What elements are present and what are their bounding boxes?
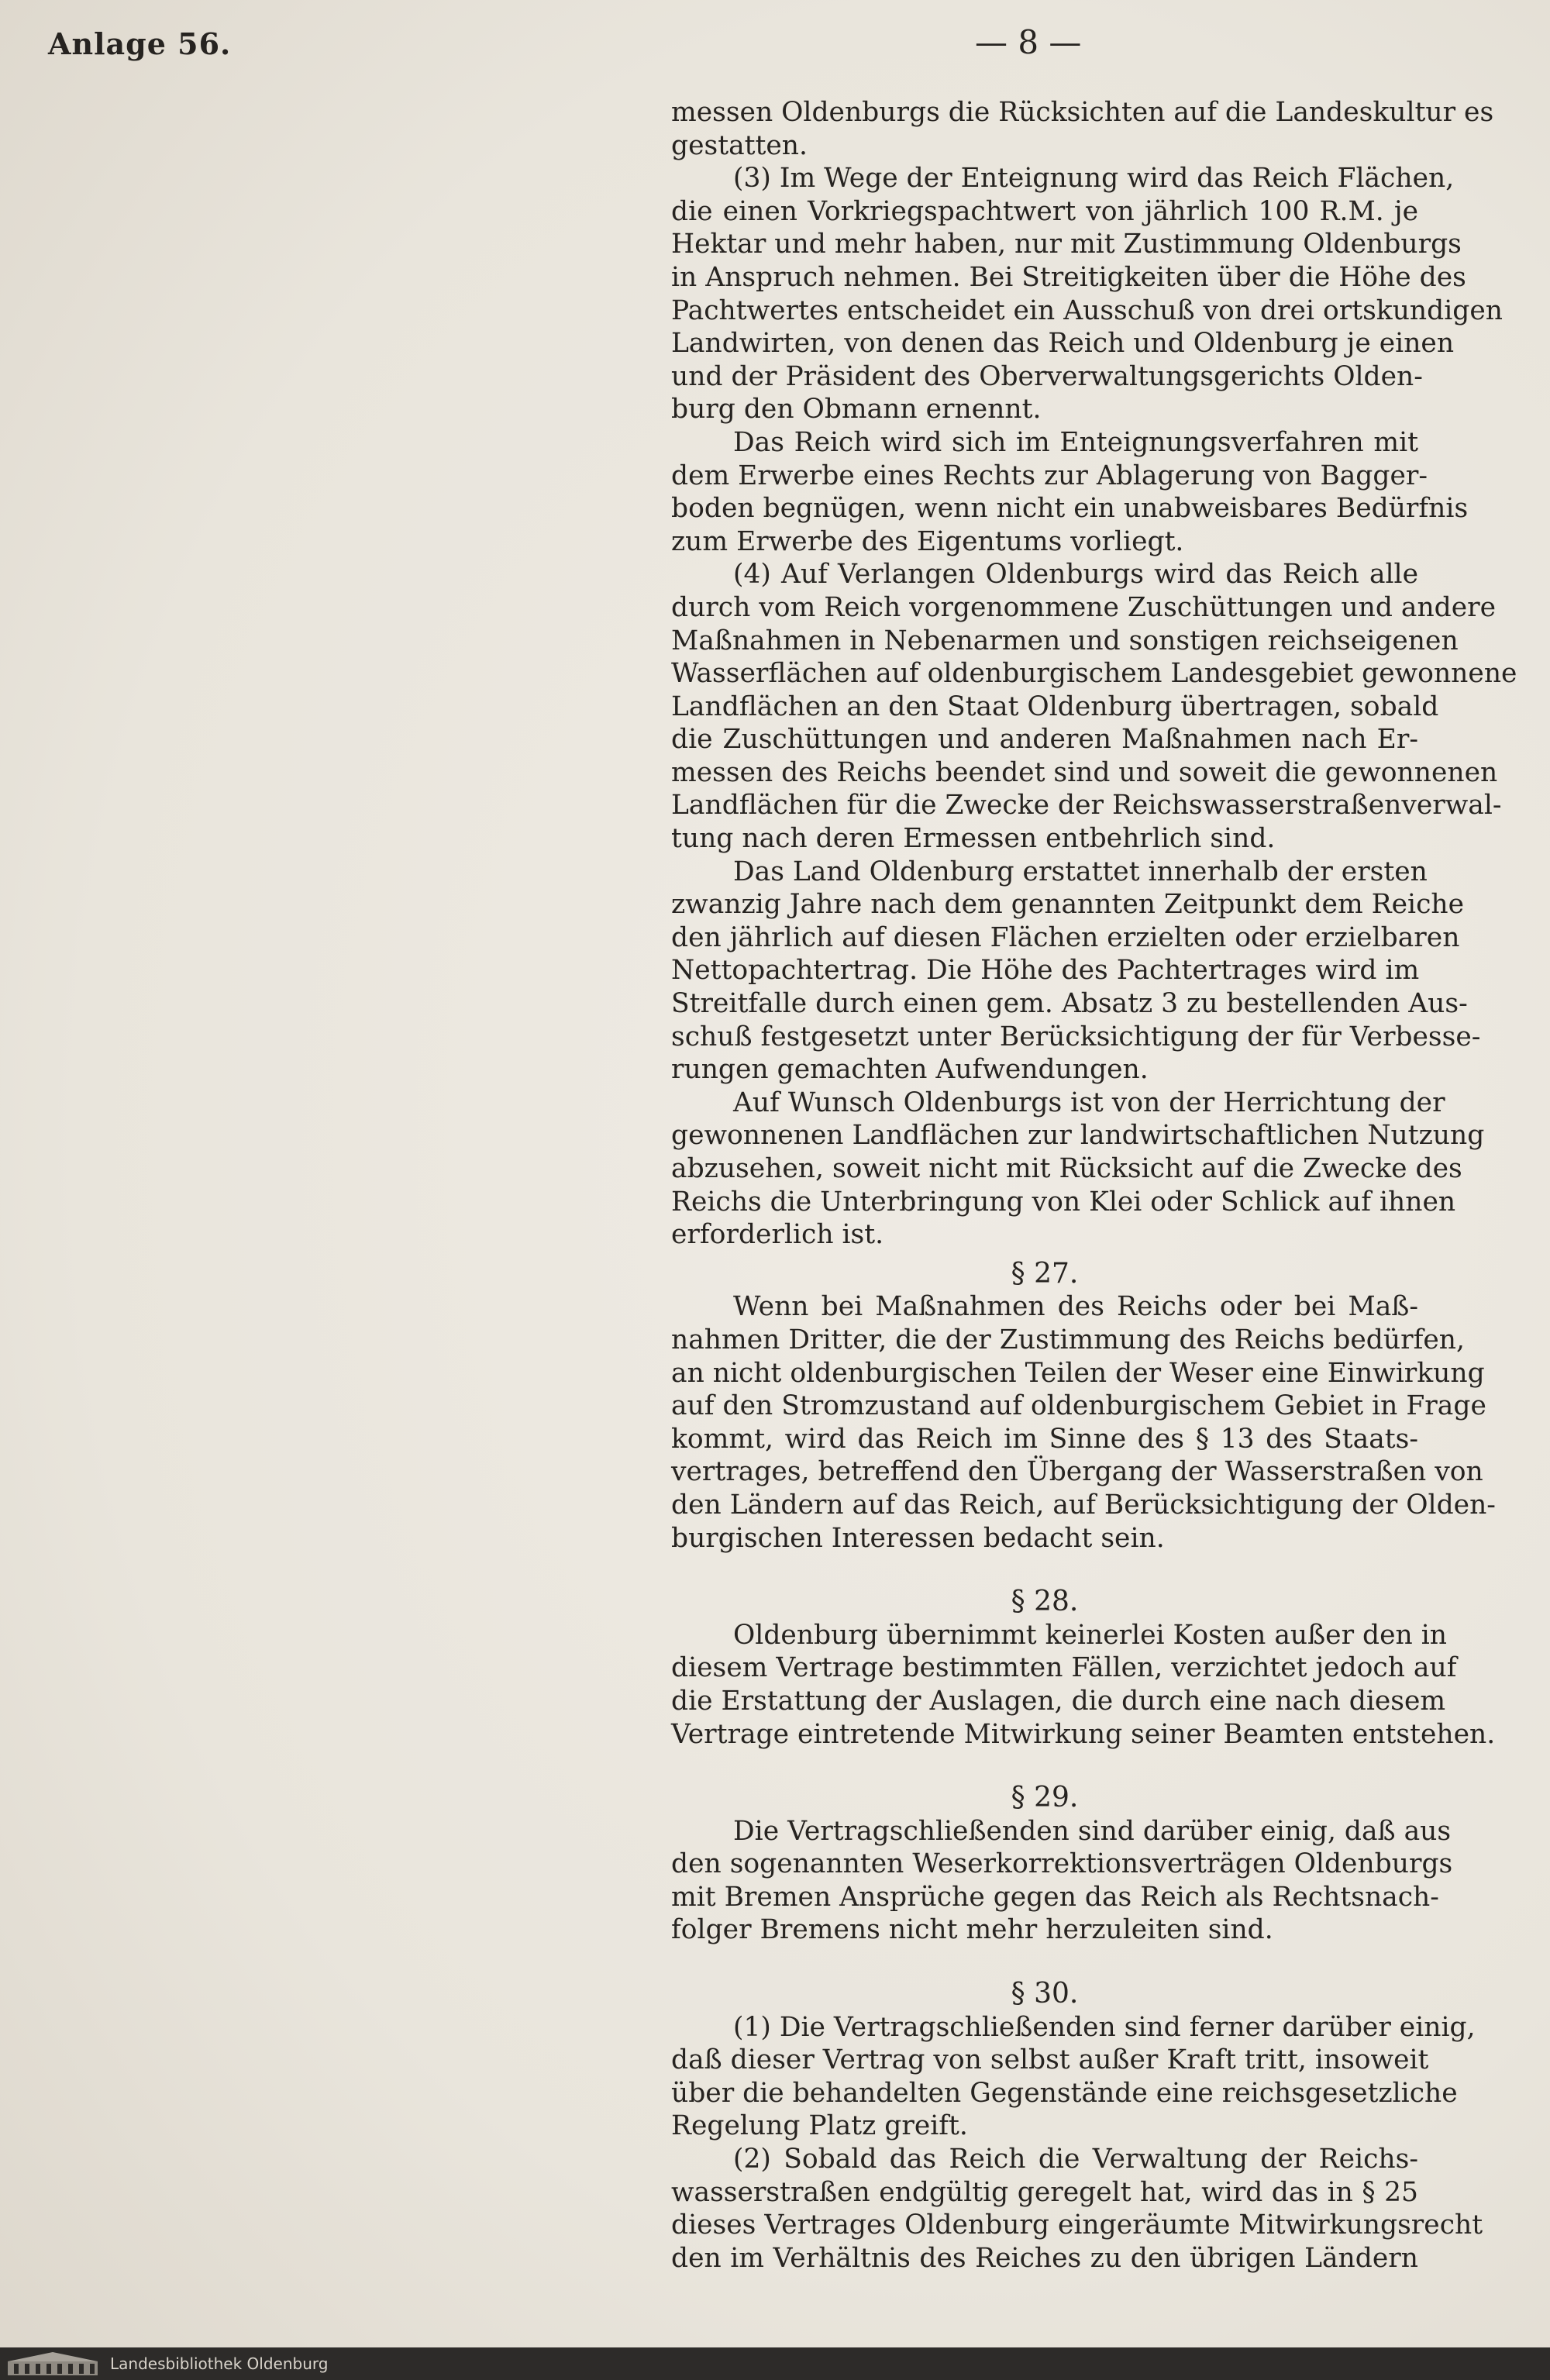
paragraph (671, 162, 1503, 426)
text-line: wasserstraßen endgültig geregelt hat, wird das in § 25 (671, 2176, 1418, 2208)
text-line: rungen gemachten Aufwendungen. (671, 1054, 1149, 1086)
paragraph (671, 2143, 1483, 2275)
text-line: gestatten. (671, 129, 808, 161)
text-line: die Zuschüttungen und anderen Maßnahmen nach Er- (671, 724, 1418, 756)
library-footer (0, 2347, 1550, 2380)
text-line: Pachtwertes entscheidet ein Ausschuß von drei ortskundigen (671, 294, 1503, 326)
text-line: erforderlich ist. (671, 1219, 884, 1251)
page-number: — 8 — (975, 23, 1082, 61)
text-line: Vertrage eintretende Mitwirkung seiner Beamten entstehen. (671, 1718, 1496, 1750)
text-line: zwanzig Jahre nach dem genannten Zeitpunkt dem Reiche (671, 889, 1465, 921)
paragraph (671, 96, 1494, 162)
text-line: über die behandelten Gegenstände eine reichsgesetzliche (671, 2077, 1458, 2109)
paragraph (671, 856, 1481, 1087)
text-line: an nicht oldenburgischen Teilen der Weser eine Einwirkung (671, 1357, 1485, 1389)
text-line: den Ländern auf das Reich, auf Berücksichtigung der Olden- (671, 1489, 1496, 1521)
text-line: den jährlich auf diesen Flächen erzielten oder erzielbaren (671, 921, 1460, 953)
text-line: Wenn bei Maßnahmen des Reichs oder bei Maß- (733, 1291, 1418, 1323)
paragraph (671, 1619, 1496, 1751)
text-line: Reichs die Unterbringung von Klei oder Schlick auf ihnen (671, 1186, 1456, 1218)
library-name: Landesbibliothek Oldenburg (110, 2354, 329, 2373)
text-line: Hektar und mehr haben, nur mit Zustimmung Oldenburgs (671, 229, 1462, 260)
text-line: durch vom Reich vorgenommene Zuschüttungen und andere (671, 591, 1497, 623)
text-line: messen Oldenburgs die Rücksichten auf die Landeskultur es (671, 97, 1494, 128)
section-heading-28: § 28. (1011, 1586, 1079, 1618)
text-line: tung nach deren Ermessen entbehrlich sind. (671, 823, 1276, 855)
spacer (671, 1751, 1418, 1782)
paragraph (671, 1290, 1496, 1555)
paragraph (671, 2011, 1476, 2143)
spacer (671, 1555, 1418, 1586)
text-line: Streitfalle durch einen gem. Absatz 3 zu bestellenden Aus- (671, 988, 1468, 1020)
text-line: Oldenburg übernimmt keinerlei Kosten außer den in (733, 1619, 1447, 1651)
text-line: (2) Sobald das Reich die Verwaltung der Reichs- (733, 2144, 1418, 2175)
text-line: die einen Vorkriegspachtwert von jährlich 100 R.M. je (671, 195, 1418, 227)
text-line: Auf Wunsch Oldenburgs ist von der Herrichtung der (733, 1087, 1445, 1118)
text-line: Landwirten, von denen das Reich und Oldenburg je einen (671, 328, 1455, 360)
text-line: burgischen Interessen bedacht sein. (671, 1522, 1165, 1554)
text-line: Das Land Oldenburg erstattet innerhalb der ersten (733, 856, 1428, 887)
paragraph (671, 1815, 1453, 1947)
text-line: auf den Stromzustand auf oldenburgischem Gebiet in Frage (671, 1390, 1486, 1422)
text-line: und der Präsident des Oberverwaltungsgerichts Olden- (671, 360, 1423, 392)
text-line: messen des Reichs beendet sind und soweit die gewonnenen (671, 756, 1498, 788)
paragraph (671, 1087, 1485, 1252)
section-heading-27: § 27. (1011, 1257, 1079, 1290)
text-line: in Anspruch nehmen. Bei Streitigkeiten über die Höhe des (671, 261, 1466, 293)
text-column (671, 96, 1517, 2275)
text-line: diesem Vertrage bestimmten Fällen, verzichtet jedoch auf (671, 1652, 1457, 1684)
text-line: Maßnahmen in Nebenarmen und sonstigen reichseigenen (671, 625, 1459, 656)
text-line: boden begnügen, wenn nicht ein unabweisbares Bedürfnis (671, 493, 1469, 525)
text-line: abzusehen, soweit nicht mit Rücksicht auf die Zwecke des (671, 1153, 1462, 1184)
annex-label: Anlage 56. (48, 26, 232, 61)
text-line: (3) Im Wege der Enteignung wird das Reich Flächen, (733, 163, 1455, 195)
text-line: dem Erwerbe eines Rechts zur Ablagerung von Bagger- (671, 460, 1428, 491)
text-line: Das Reich wird sich im Enteignungsverfahren mit (733, 426, 1418, 458)
text-line: Nettopachtertrag. Die Höhe des Pachtertrages wird im (671, 955, 1420, 987)
text-line: die Erstattung der Auslagen, die durch eine nach diesem (671, 1685, 1446, 1717)
text-line: schuß festgesetzt unter Berücksichtigung der für Verbesse- (671, 1021, 1481, 1052)
text-line: Regelung Platz greift. (671, 2110, 968, 2142)
section-heading-29: § 29. (1011, 1782, 1079, 1814)
text-line: Landflächen an den Staat Oldenburg übertragen, sobald (671, 691, 1439, 722)
text-line: nahmen Dritter, die der Zustimmung des Reichs bedürfen, (671, 1324, 1465, 1355)
paragraph (671, 558, 1517, 855)
text-line: gewonnenen Landflächen zur landwirtschaftlichen Nutzung (671, 1120, 1485, 1152)
text-line: kommt, wird das Reich im Sinne des § 13 des Staats- (671, 1423, 1418, 1455)
text-line: burg den Obmann ernennt. (671, 394, 1042, 425)
text-line: daß dieser Vertrag von selbst außer Kraft tritt, insoweit (671, 2044, 1429, 2076)
paragraph (671, 426, 1469, 558)
text-line: den im Verhältnis des Reiches zu den übrigen Ländern (671, 2242, 1418, 2274)
text-line: folger Bremens nicht mehr herzuleiten sind. (671, 1914, 1273, 1946)
text-line: Landflächen für die Zwecke der Reichswasserstraßenverwal- (671, 790, 1502, 821)
text-line: mit Bremen Ansprüche gegen das Reich als Rechtsnach- (671, 1881, 1439, 1913)
spacer (671, 1947, 1418, 1978)
text-line: Wasserflächen auf oldenburgischem Landesgebiet gewonnene (671, 658, 1517, 690)
text-line: dieses Vertrages Oldenburg eingeräumte Mitwirkungsrecht (671, 2210, 1483, 2241)
library-building-icon (6, 2351, 99, 2377)
text-line: vertrages, betreffend den Übergang der Wasserstraßen von (671, 1456, 1483, 1488)
text-line: Die Vertragschließenden sind darüber einig, daß aus (733, 1815, 1452, 1847)
text-line: (1) Die Vertragschließenden sind ferner darüber einig, (733, 2011, 1476, 2043)
text-line: (4) Auf Verlangen Oldenburgs wird das Reich alle (733, 559, 1418, 591)
text-line: den sogenannten Weserkorrektionsverträgen Oldenburgs (671, 1848, 1453, 1880)
text-line: zum Erwerbe des Eigentums vorliegt. (671, 525, 1184, 557)
section-heading-30: § 30. (1011, 1978, 1079, 2010)
